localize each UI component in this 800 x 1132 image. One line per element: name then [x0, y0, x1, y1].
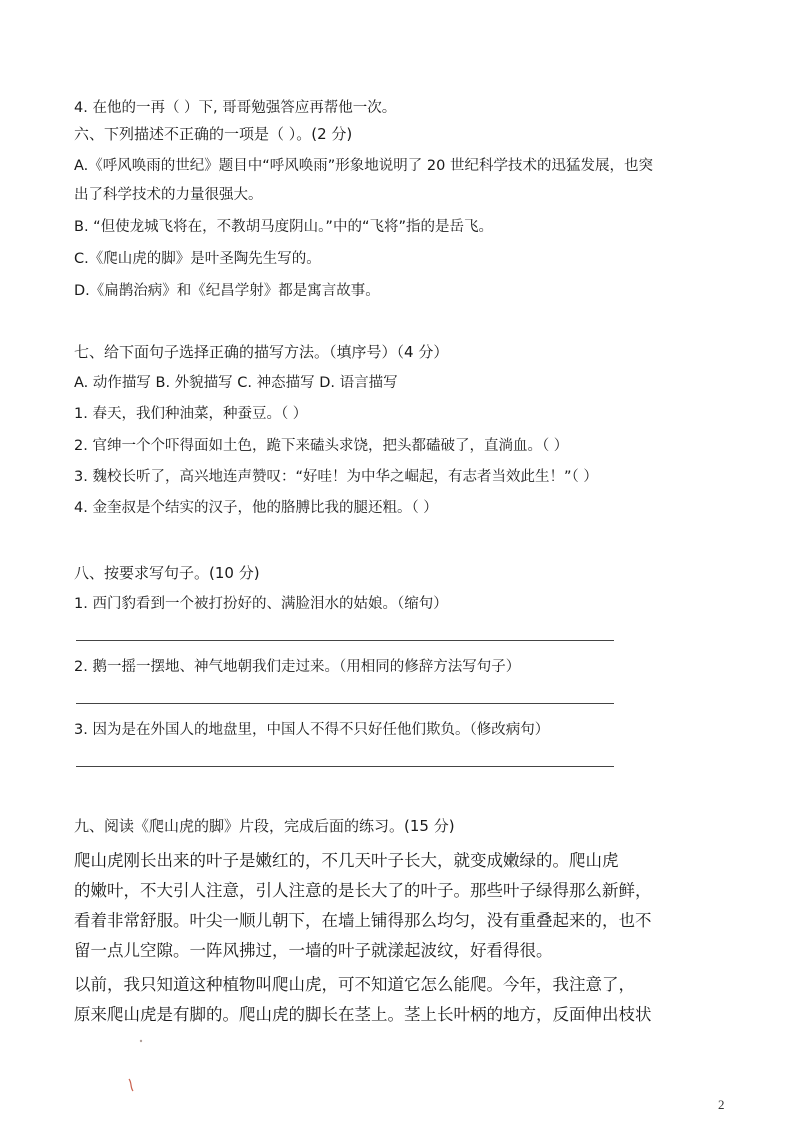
- answer-line-2[interactable]: [76, 703, 614, 704]
- section-7-options: A. 动作描写 B. 外貌描写 C. 神态描写 D. 语言描写: [74, 375, 398, 391]
- question-4-fill-blank: 4. 在他的一再（ ）下, 哥哥勉强答应再帮他一次。: [74, 100, 397, 116]
- section-7-sentence-3: 3. 魏校长听了，高兴地连声赞叹：“好哇！为中华之崛起，有志者当效此生！”（ ）: [74, 469, 598, 485]
- answer-line-3[interactable]: [76, 766, 614, 767]
- section-7-sentence-4: 4. 金奎叔是个结实的汉子，他的胳膊比我的腿还粗。（ ）: [74, 500, 438, 516]
- section-7-sentence-1: 1. 春天，我们种油菜，种蚕豆。（ ）: [74, 406, 308, 422]
- passage-p1-line2: 的嫩叶，不大引人注意，引人注意的是长大了的叶子。那些叶子绿得那么新鲜，: [74, 881, 652, 900]
- page-number: 2: [718, 1097, 725, 1112]
- section-6-option-b: B. “但使龙城飞将在，不教胡马度阴山。”中的“飞将”指的是岳飞。: [74, 219, 493, 235]
- section-8-item-1: 1. 西门豹看到一个被打扮好的、满脸泪水的姑娘。（缩句）: [74, 596, 448, 612]
- passage-p1-line1: 爬山虎刚长出来的叶子是嫩红的，不几天叶子长大，就变成嫩绿的。爬山虎: [74, 851, 619, 870]
- scan-mark: [126, 1078, 136, 1092]
- section-7-title: 七、给下面句子选择正确的描写方法。（填序号）（4 分）: [74, 343, 449, 361]
- passage-p2-line2: 原来爬山虎是有脚的。爬山虎的脚长在茎上。茎上长叶柄的地方，反面伸出枝状: [74, 1005, 652, 1024]
- section-6-title: 六、下列描述不正确的一项是（ ）。(2 分): [74, 125, 353, 143]
- scan-dot: [138, 1038, 144, 1044]
- section-9-title: 九、阅读《爬山虎的脚》片段，完成后面的练习。(15 分): [74, 817, 455, 835]
- section-8-title: 八、按要求写句子。(10 分): [74, 564, 260, 582]
- section-8-item-2: 2. 鹅一摇一摆地、神气地朝我们走过来。（用相同的修辞方法写句子）: [74, 659, 521, 675]
- section-6-option-a-line2: 出了科学技术的力量很强大。: [74, 187, 263, 203]
- section-6-option-d: D.《扁鹊治病》和《纪昌学射》都是寓言故事。: [74, 283, 380, 299]
- passage-p1-line4: 留一点儿空隙。一阵风拂过，一墙的叶子就漾起波纹，好看得很。: [74, 941, 553, 960]
- section-6-option-c: C.《爬山虎的脚》是叶圣陶先生写的。: [74, 251, 321, 267]
- section-7-sentence-2: 2. 官绅一个个吓得面如土色，跪下来磕头求饶，把头都磕破了，直淌血。（ ）: [74, 438, 569, 454]
- passage-p2-line1: 以前，我只知道这种植物叫爬山虎，可不知道它怎么能爬。今年，我注意了，: [74, 975, 635, 994]
- passage-p1-line3: 看着非常舒服。叶尖一顺儿朝下，在墙上铺得那么均匀，没有重叠起来的，也不: [74, 911, 652, 930]
- section-8-item-3: 3. 因为是在外国人的地盘里，中国人不得不只好任他们欺负。（修改病句）: [74, 722, 550, 738]
- answer-line-1[interactable]: [76, 640, 614, 641]
- section-6-option-a-line1: A.《呼风唤雨的世纪》题目中“呼风唤雨”形象地说明了 20 世纪科学技术的迅猛发展，也突: [74, 158, 653, 174]
